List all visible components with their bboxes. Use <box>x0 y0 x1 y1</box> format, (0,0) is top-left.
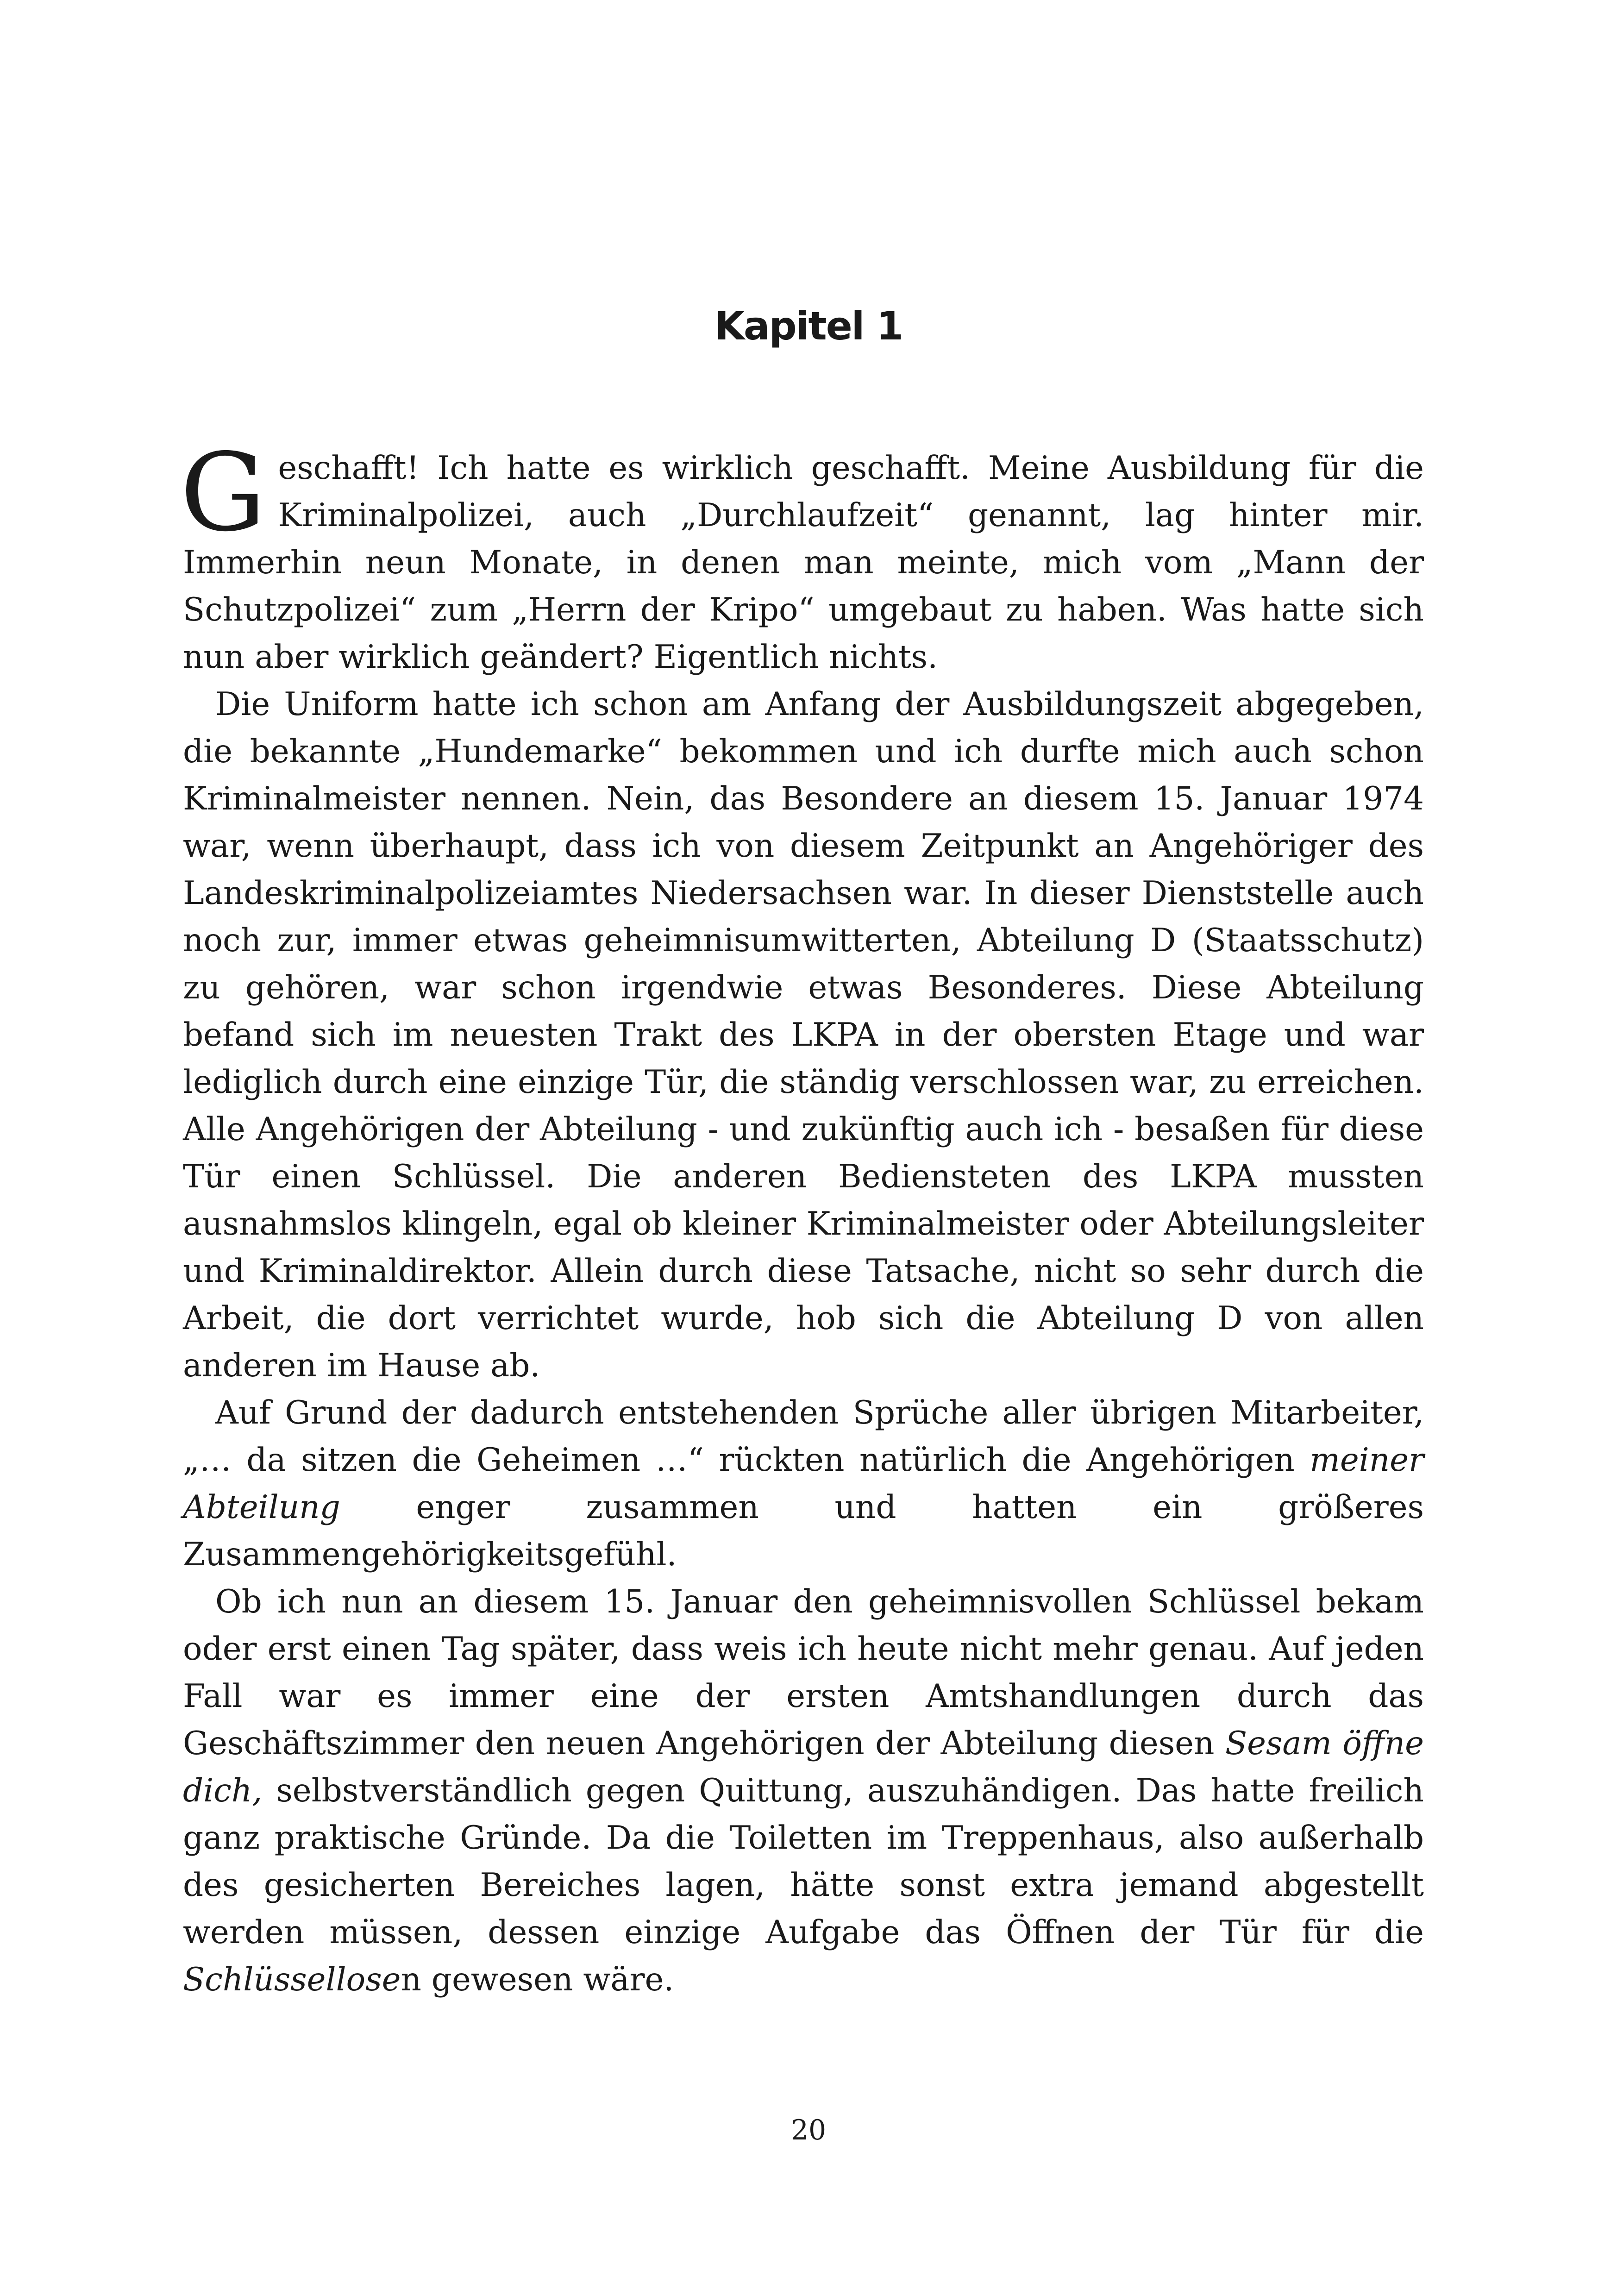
paragraph-4-text-middle: selbstverständlich gegen Quittung, auszuhändigen. Das hatte freilich ganz praktische Gründe. Da die Toiletten im Treppenhaus, also außerhalb des gesicherten Bereiches lagen, hätte sonst extra jemand abgestellt werden müssen, dessen einzige Aufgabe das Öffnen der Tür für die <box>183 1772 1424 1951</box>
page-number: 20 <box>790 2114 827 2146</box>
paragraph-4-emphasis-1: Sesam öffne dich, <box>183 1725 1424 1809</box>
paragraph-3-text-start: Auf Grund der dadurch entstehenden Sprüche aller übrigen Mitarbeiter, „… da sitzen die Geheimen …“ rückten natürlich die Angehörigen <box>183 1394 1424 1479</box>
paragraph-4 <box>183 1578 1424 2003</box>
chapter-title: Kapitel 1 <box>714 303 903 349</box>
paragraph-1-text: eschafft! Ich hatte es wirklich geschafft. Meine Ausbildung für die Kriminalpolizei, auch „Durchlaufzeit“ genannt, lag hinter mir. Immerhin neun Monate, in denen man meinte, mich vom „Mann der Schutzpolizei“ zum „Herrn der Kripo“ umgebaut zu haben. Was hatte sich nun aber wirklich geändert? Eigentlich nichts. <box>183 450 1424 676</box>
paragraph-2: Die Uniform hatte ich schon am Anfang der Ausbildungszeit abgegeben, die bekannte „Hundemarke“ bekommen und ich durfte mich auch schon Kriminalmeister nennen. Nein, das Besondere an diesem 15. Januar 1974 war, wenn überhaupt, dass ich von diesem Zeitpunkt an Angehöriger des Landeskriminalpolizeiamtes Niedersachsen war. In dieser Dienststelle auch noch zur, immer etwas geheimnisumwitterten, Abteilung D (Staatsschutz) zu gehören, war schon irgendwie etwas Besonderes. Diese Abteilung befand sich im neuesten Trakt des LKPA in der obersten Etage und war lediglich durch eine einzige Tür, die ständig verschlossen war, zu erreichen. Alle Angehörigen der Abteilung - und zukünftig auch ich - besaßen für diese Tür einen Schlüssel. Die anderen Bediensteten des LKPA mussten ausnahmslos klingeln, egal ob kleiner Kriminalmeister oder Abteilungsleiter und Kriminaldirektor. Allein durch diese Tatsache, nicht so sehr durch die Arbeit, die dort verrichtet wurde, hob sich die Abteilung D von allen anderen im Hause ab. <box>183 686 1424 1384</box>
paragraph-4-emphasis-2: Schlüssellose <box>183 1961 401 1998</box>
paragraph-3 <box>183 1389 1424 1578</box>
drop-cap-letter: G <box>180 430 266 555</box>
chapter-body <box>180 430 1424 2003</box>
paragraph-4-text-end: n gewesen wäre. <box>401 1961 674 1998</box>
paragraph-3-text-end: enger zusammen und hatten ein größeres Zusammengehörigkeitsgefühl. <box>183 1489 1424 1573</box>
paragraph-4-text-start: Ob ich nun an diesem 15. Januar den geheimnisvollen Schlüssel bekam oder erst einen Tag später, dass weis ich heute nicht mehr genau. Auf jeden Fall war es immer eine der ersten Amtshandlungen durch das Geschäftszimmer den neuen Angehörigen der Abteilung diesen <box>183 1583 1424 1762</box>
paragraph-1 <box>180 430 1424 681</box>
paragraph-3-emphasis: meiner Abteilung <box>183 1442 1424 1526</box>
